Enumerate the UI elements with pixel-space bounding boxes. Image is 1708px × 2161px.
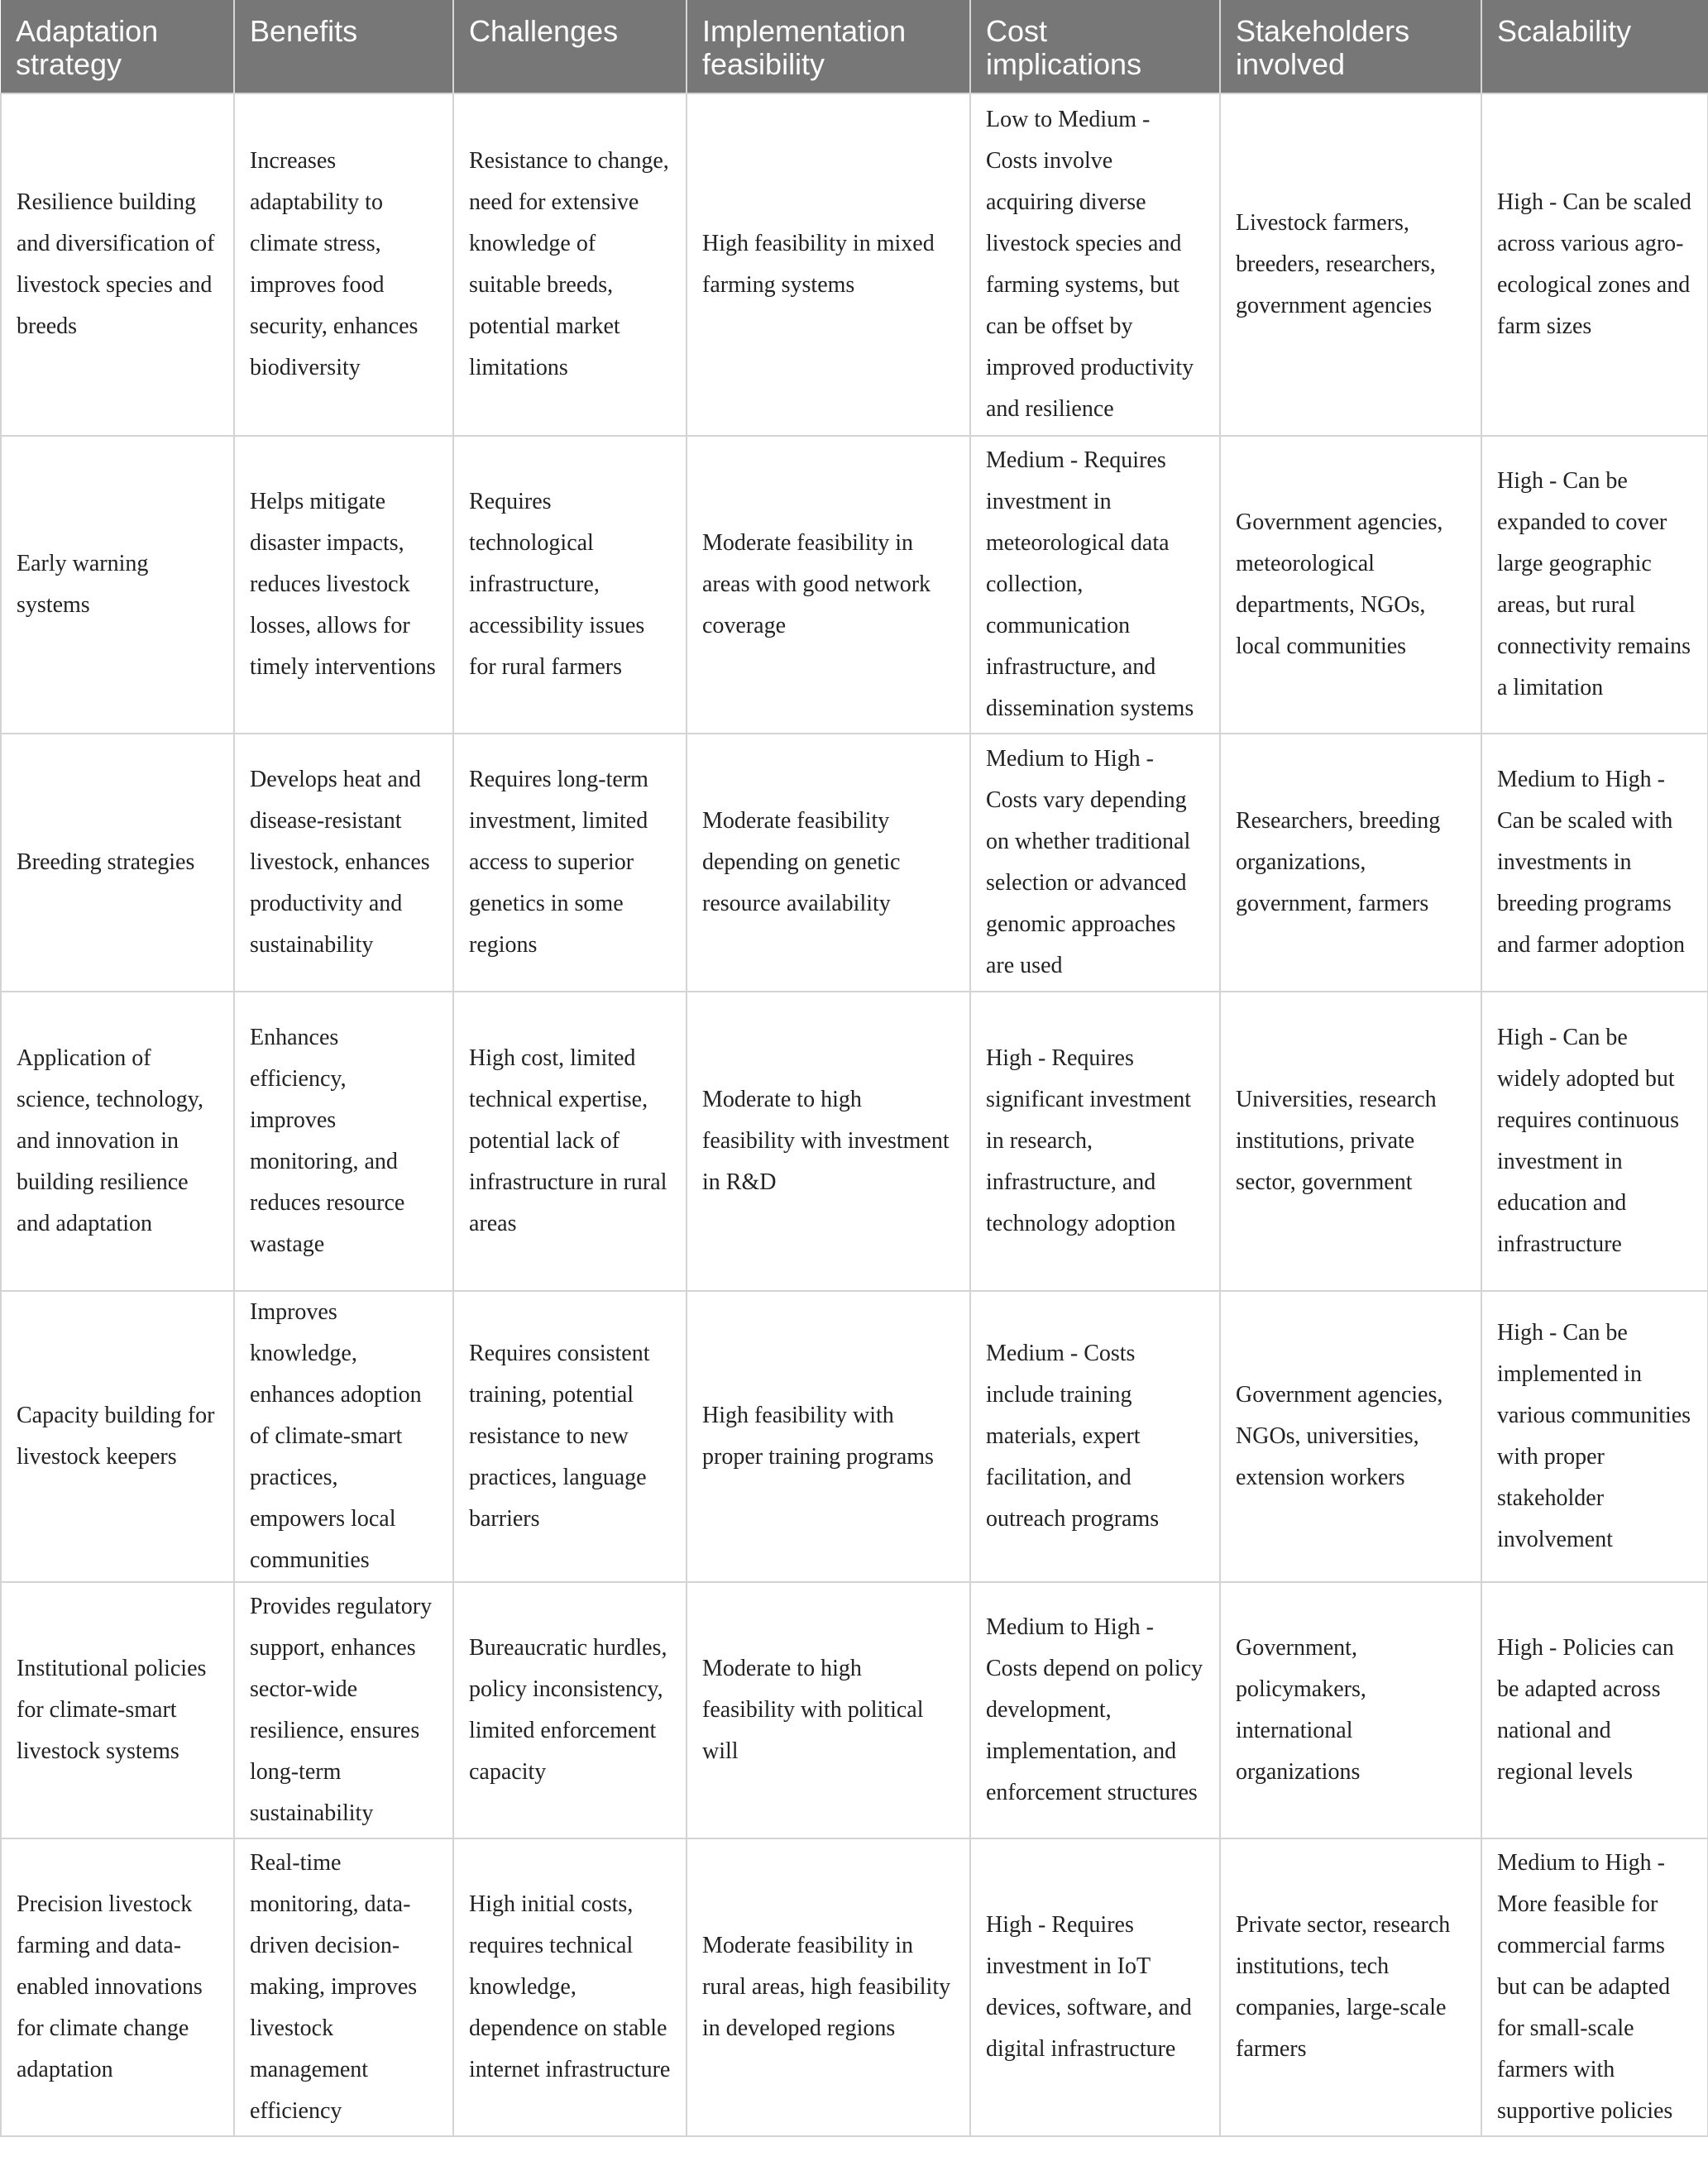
column-header: Challenges bbox=[453, 0, 687, 93]
table-cell: Helps mitigate disaster impacts, reduces livestock losses, allows for timely interventions bbox=[234, 436, 453, 734]
table-row bbox=[1, 93, 1708, 436]
table-cell: Medium to High - More feasible for commercial farms but can be adapted for small-scale farmers with supportive policies bbox=[1481, 1838, 1708, 2136]
table-cell: Resilience building and diversification of livestock species and breeds bbox=[1, 93, 234, 436]
table-cell: Medium - Costs include training materials, expert facilitation, and outreach programs bbox=[970, 1291, 1220, 1582]
table-cell: High cost, limited technical expertise, potential lack of infrastructure in rural areas bbox=[453, 992, 687, 1291]
table-cell: High - Can be implemented in various communities with proper stakeholder involvement bbox=[1481, 1291, 1708, 1582]
table-cell: Breeding strategies bbox=[1, 734, 234, 992]
table-cell: Moderate to high feasibility with political will bbox=[687, 1582, 970, 1838]
table-cell: Government agencies, meteorological departments, NGOs, local communities bbox=[1220, 436, 1481, 734]
table-cell: Moderate to high feasibility with investment in R&D bbox=[687, 992, 970, 1291]
table-row bbox=[1, 1582, 1708, 1838]
column-header: Scalability bbox=[1481, 0, 1708, 93]
table-row bbox=[1, 734, 1708, 992]
table-cell: Precision livestock farming and data-enabled innovations for climate change adaptation bbox=[1, 1838, 234, 2136]
table-row bbox=[1, 992, 1708, 1291]
table-row bbox=[1, 1291, 1708, 1582]
table-cell: Application of science, technology, and innovation in building resilience and adaptation bbox=[1, 992, 234, 1291]
table-cell: Moderate feasibility in rural areas, high feasibility in developed regions bbox=[687, 1838, 970, 2136]
table-cell: High feasibility with proper training programs bbox=[687, 1291, 970, 1582]
table-cell: High feasibility in mixed farming systems bbox=[687, 93, 970, 436]
table-cell: High - Can be widely adopted but requires continuous investment in education and infrastructure bbox=[1481, 992, 1708, 1291]
table-cell: Government agencies, NGOs, universities, extension workers bbox=[1220, 1291, 1481, 1582]
table-cell: Government, policymakers, international organizations bbox=[1220, 1582, 1481, 1838]
table-header-row bbox=[1, 0, 1708, 93]
table-cell: Private sector, research institutions, tech companies, large-scale farmers bbox=[1220, 1838, 1481, 2136]
column-header: Stakeholders involved bbox=[1220, 0, 1481, 93]
table-cell: Researchers, breeding organizations, government, farmers bbox=[1220, 734, 1481, 992]
table-cell: Moderate feasibility depending on genetic resource availability bbox=[687, 734, 970, 992]
table-cell: Requires long-term investment, limited access to superior genetics in some regions bbox=[453, 734, 687, 992]
table-cell: Provides regulatory support, enhances sector-wide resilience, ensures long-term sustainability bbox=[234, 1582, 453, 1838]
table-cell: Improves knowledge, enhances adoption of climate-smart practices, empowers local communities bbox=[234, 1291, 453, 1582]
table-cell: Livestock farmers, breeders, researchers, government agencies bbox=[1220, 93, 1481, 436]
table-cell: Moderate feasibility in areas with good network coverage bbox=[687, 436, 970, 734]
column-header: Cost implications bbox=[970, 0, 1220, 93]
table-cell: Medium to High - Costs vary depending on whether traditional selection or advanced genomic approaches are used bbox=[970, 734, 1220, 992]
table-cell: Medium to High - Can be scaled with investments in breeding programs and farmer adoption bbox=[1481, 734, 1708, 992]
table-cell: Universities, research institutions, private sector, government bbox=[1220, 992, 1481, 1291]
table-cell: Real-time monitoring, data-driven decision-making, improves livestock management efficiency bbox=[234, 1838, 453, 2136]
table-row bbox=[1, 436, 1708, 734]
table-cell: High - Policies can be adapted across national and regional levels bbox=[1481, 1582, 1708, 1838]
table-cell: High - Requires significant investment in research, infrastructure, and technology adoption bbox=[970, 992, 1220, 1291]
table-row bbox=[1, 1838, 1708, 2136]
table-cell: High - Can be expanded to cover large geographic areas, but rural connectivity remains a limitation bbox=[1481, 436, 1708, 734]
table-cell: Resistance to change, need for extensive knowledge of suitable breeds, potential market limitations bbox=[453, 93, 687, 436]
table-cell: High - Requires investment in IoT devices, software, and digital infrastructure bbox=[970, 1838, 1220, 2136]
table-cell: Low to Medium - Costs involve acquiring diverse livestock species and farming systems, but can be offset by improved productivity and resilience bbox=[970, 93, 1220, 436]
table-cell: Medium - Requires investment in meteorological data collection, communication infrastructure, and dissemination systems bbox=[970, 436, 1220, 734]
column-header: Implementation feasibility bbox=[687, 0, 970, 93]
column-header: Adaptation strategy bbox=[1, 0, 234, 93]
table-cell: Institutional policies for climate-smart livestock systems bbox=[1, 1582, 234, 1838]
table-cell: High - Can be scaled across various agro-ecological zones and farm sizes bbox=[1481, 93, 1708, 436]
table-cell: High initial costs, requires technical knowledge, dependence on stable internet infrastructure bbox=[453, 1838, 687, 2136]
table-cell: Develops heat and disease-resistant livestock, enhances productivity and sustainability bbox=[234, 734, 453, 992]
table-cell: Requires technological infrastructure, accessibility issues for rural farmers bbox=[453, 436, 687, 734]
table-cell: Medium to High - Costs depend on policy development, implementation, and enforcement structures bbox=[970, 1582, 1220, 1838]
column-header: Benefits bbox=[234, 0, 453, 93]
table-cell: Increases adaptability to climate stress, improves food security, enhances biodiversity bbox=[234, 93, 453, 436]
table-cell: Early warning systems bbox=[1, 436, 234, 734]
table-cell: Requires consistent training, potential resistance to new practices, language barriers bbox=[453, 1291, 687, 1582]
table-cell: Capacity building for livestock keepers bbox=[1, 1291, 234, 1582]
table-cell: Enhances efficiency, improves monitoring, and reduces resource wastage bbox=[234, 992, 453, 1291]
table-cell: Bureaucratic hurdles, policy inconsistency, limited enforcement capacity bbox=[453, 1582, 687, 1838]
